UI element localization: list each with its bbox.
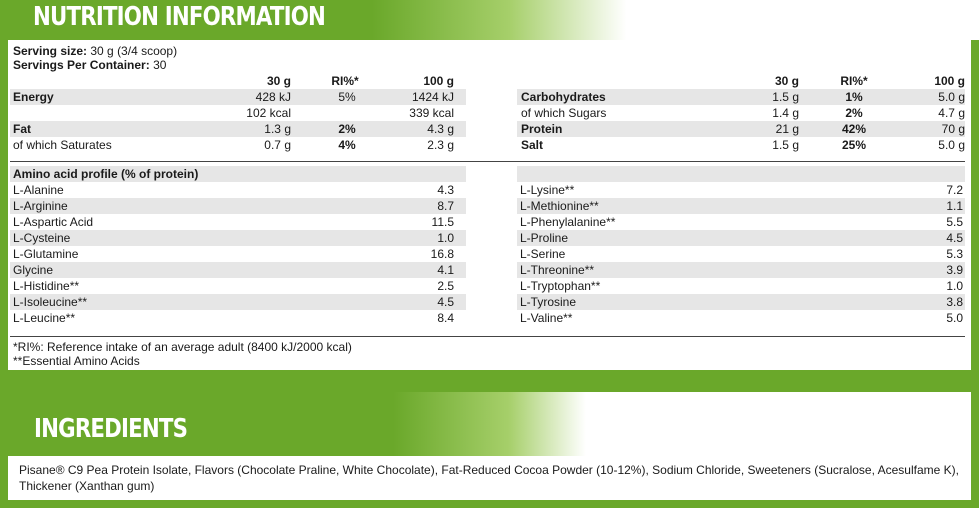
right-amino-row (517, 198, 965, 214)
left-amino-name: L-Glutamine (13, 247, 79, 261)
right-amino-name: L-Serine (520, 247, 566, 261)
right-macro-name: of which Sugars (521, 106, 607, 120)
servings-per-container: Servings Per Container: 30 (13, 58, 167, 72)
right-macro-100g: 5.0 g (938, 90, 965, 104)
right-amino-name: L-Phenylalanine** (520, 215, 616, 229)
left-amino-name: L-Leucine** (13, 311, 76, 325)
footnote-essential: **Essential Amino Acids (13, 354, 140, 368)
right-macro-30g: 21 g (775, 122, 799, 136)
right-macro-row (517, 137, 965, 153)
amino-divider (10, 336, 965, 337)
left-amino-name: L-Arginine (13, 199, 68, 213)
right-amino-row (517, 246, 965, 262)
right-amino-name: L-Lysine** (520, 183, 575, 197)
right-macro-100g: 70 g (941, 122, 965, 136)
left-macro-name: Energy (13, 90, 54, 104)
left-header-30g: 30 g (266, 74, 291, 88)
right-amino-name: L-Proline (520, 231, 569, 245)
left-amino-row (10, 246, 466, 262)
right-macro-30g: 1.4 g (772, 106, 799, 120)
serving-size: Serving size: 30 g (3/4 scoop) (13, 44, 178, 58)
left-macro-100g: 1424 kJ (411, 90, 454, 104)
left-amino-value: 2.5 (437, 279, 454, 293)
left-amino-name: L-Isoleucine** (13, 295, 88, 309)
left-amino-row (10, 310, 466, 326)
left-amino-value: 4.5 (437, 295, 454, 309)
left-macro-row (10, 121, 466, 137)
macro-divider (10, 161, 965, 162)
left-amino-row (10, 262, 466, 278)
left-macro-row (10, 89, 466, 105)
left-macro-ri: 2% (338, 122, 356, 136)
ingredients-title: INGREDIENTS (34, 414, 188, 444)
right-amino-value: 7.2 (946, 183, 963, 197)
left-amino-value: 4.1 (437, 263, 454, 277)
left-amino-name: L-Aspartic Acid (13, 215, 94, 229)
left-header-row (10, 73, 466, 89)
right-amino-row (517, 278, 965, 294)
left-amino-row (10, 294, 466, 310)
amino-title-row (10, 166, 466, 182)
right-amino-name: L-Tryptophan** (520, 279, 601, 293)
nutrition-title: NUTRITION INFORMATION (33, 2, 326, 32)
ingredients-text: Pisane® C9 Pea Protein Isolate, Flavors (Chocolate Praline, White Chocolate), Fat-Reduced Cocoa Powder (10-12%), Sodium Chloride, Sweeteners (Sucralose, Acesulfame K), Thickener (Xanthan gum) (19, 463, 959, 493)
right-amino-value: 3.9 (946, 263, 963, 277)
left-macro-30g: 1.3 g (264, 122, 291, 136)
left-macro-row (10, 105, 466, 121)
left-amino-name: Glycine (13, 263, 54, 277)
left-amino-value: 11.5 (431, 215, 454, 229)
right-header-30g: 30 g (774, 74, 799, 88)
right-macro-row (517, 89, 965, 105)
right-macro-row (517, 105, 965, 121)
left-amino-name: L-Alanine (13, 183, 64, 197)
right-amino-value: 1.0 (946, 279, 963, 293)
right-macro-30g: 1.5 g (772, 90, 799, 104)
left-macro-30g: 102 kcal (246, 106, 291, 120)
right-macro-name: Protein (521, 122, 563, 136)
right-macro-row (517, 121, 965, 137)
left-amino-row (10, 278, 466, 294)
left-header-ri: RI%* (331, 74, 359, 88)
left-macro-100g: 2.3 g (427, 138, 454, 152)
left-macro-30g: 428 kJ (255, 90, 291, 104)
left-amino-row (10, 230, 466, 246)
right-amino-value: 5.5 (946, 215, 963, 229)
left-macro-100g: 4.3 g (427, 122, 454, 136)
right-macro-ri: 25% (841, 138, 867, 152)
left-header-100g: 100 g (423, 74, 454, 88)
right-amino-row (517, 262, 965, 278)
left-amino-value: 8.7 (437, 199, 454, 213)
right-macro-100g: 5.0 g (938, 138, 965, 152)
left-macro-100g: 339 kcal (409, 106, 454, 120)
left-amino-row (10, 214, 466, 230)
right-amino-value: 5.3 (946, 247, 963, 261)
left-macro-name: of which Saturates (13, 138, 112, 152)
amino-title: Amino acid profile (% of protein) (13, 167, 199, 181)
right-macro-name: Salt (521, 138, 544, 152)
left-amino-value: 16.8 (430, 247, 454, 261)
left-amino-value: 8.4 (437, 311, 454, 325)
left-amino-value: 1.0 (437, 231, 454, 245)
left-macro-ri: 4% (338, 138, 356, 152)
right-macro-ri: 2% (845, 106, 863, 120)
left-amino-name: L-Cysteine (13, 231, 71, 245)
right-macro-ri: 1% (845, 90, 863, 104)
right-amino-value: 5.0 (946, 311, 963, 325)
left-amino-name: L-Histidine** (13, 279, 80, 293)
right-macro-100g: 4.7 g (938, 106, 965, 120)
left-macro-ri: 5% (338, 90, 356, 104)
left-amino-value: 4.3 (437, 183, 454, 197)
left-macro-row (10, 137, 466, 153)
left-macro-30g: 0.7 g (264, 138, 291, 152)
right-amino-row (517, 214, 965, 230)
right-header-100g: 100 g (934, 74, 965, 88)
right-macro-ri: 42% (841, 122, 867, 136)
right-amino-name: L-Tyrosine (520, 295, 577, 309)
left-macro-name: Fat (13, 122, 31, 136)
right-macro-name: Carbohydrates (521, 90, 606, 104)
right-amino-value: 4.5 (946, 231, 963, 245)
right-amino-row (517, 182, 965, 198)
right-amino-name: L-Methionine** (520, 199, 599, 213)
right-macro-30g: 1.5 g (772, 138, 799, 152)
right-amino-name: L-Threonine** (520, 263, 595, 277)
amino-title-row-right (517, 166, 965, 182)
footnote-ri: *RI%: Reference intake of an average adult (8400 kJ/2000 kcal) (13, 340, 352, 354)
right-amino-row (517, 294, 965, 310)
right-header-ri: RI%* (840, 74, 868, 88)
right-amino-value: 3.8 (946, 295, 963, 309)
left-amino-row (10, 182, 466, 198)
right-amino-row (517, 310, 965, 326)
right-amino-name: L-Valine** (520, 311, 573, 325)
left-amino-row (10, 198, 466, 214)
right-amino-value: 1.1 (946, 199, 963, 213)
right-amino-row (517, 230, 965, 246)
right-header-row (517, 73, 965, 89)
